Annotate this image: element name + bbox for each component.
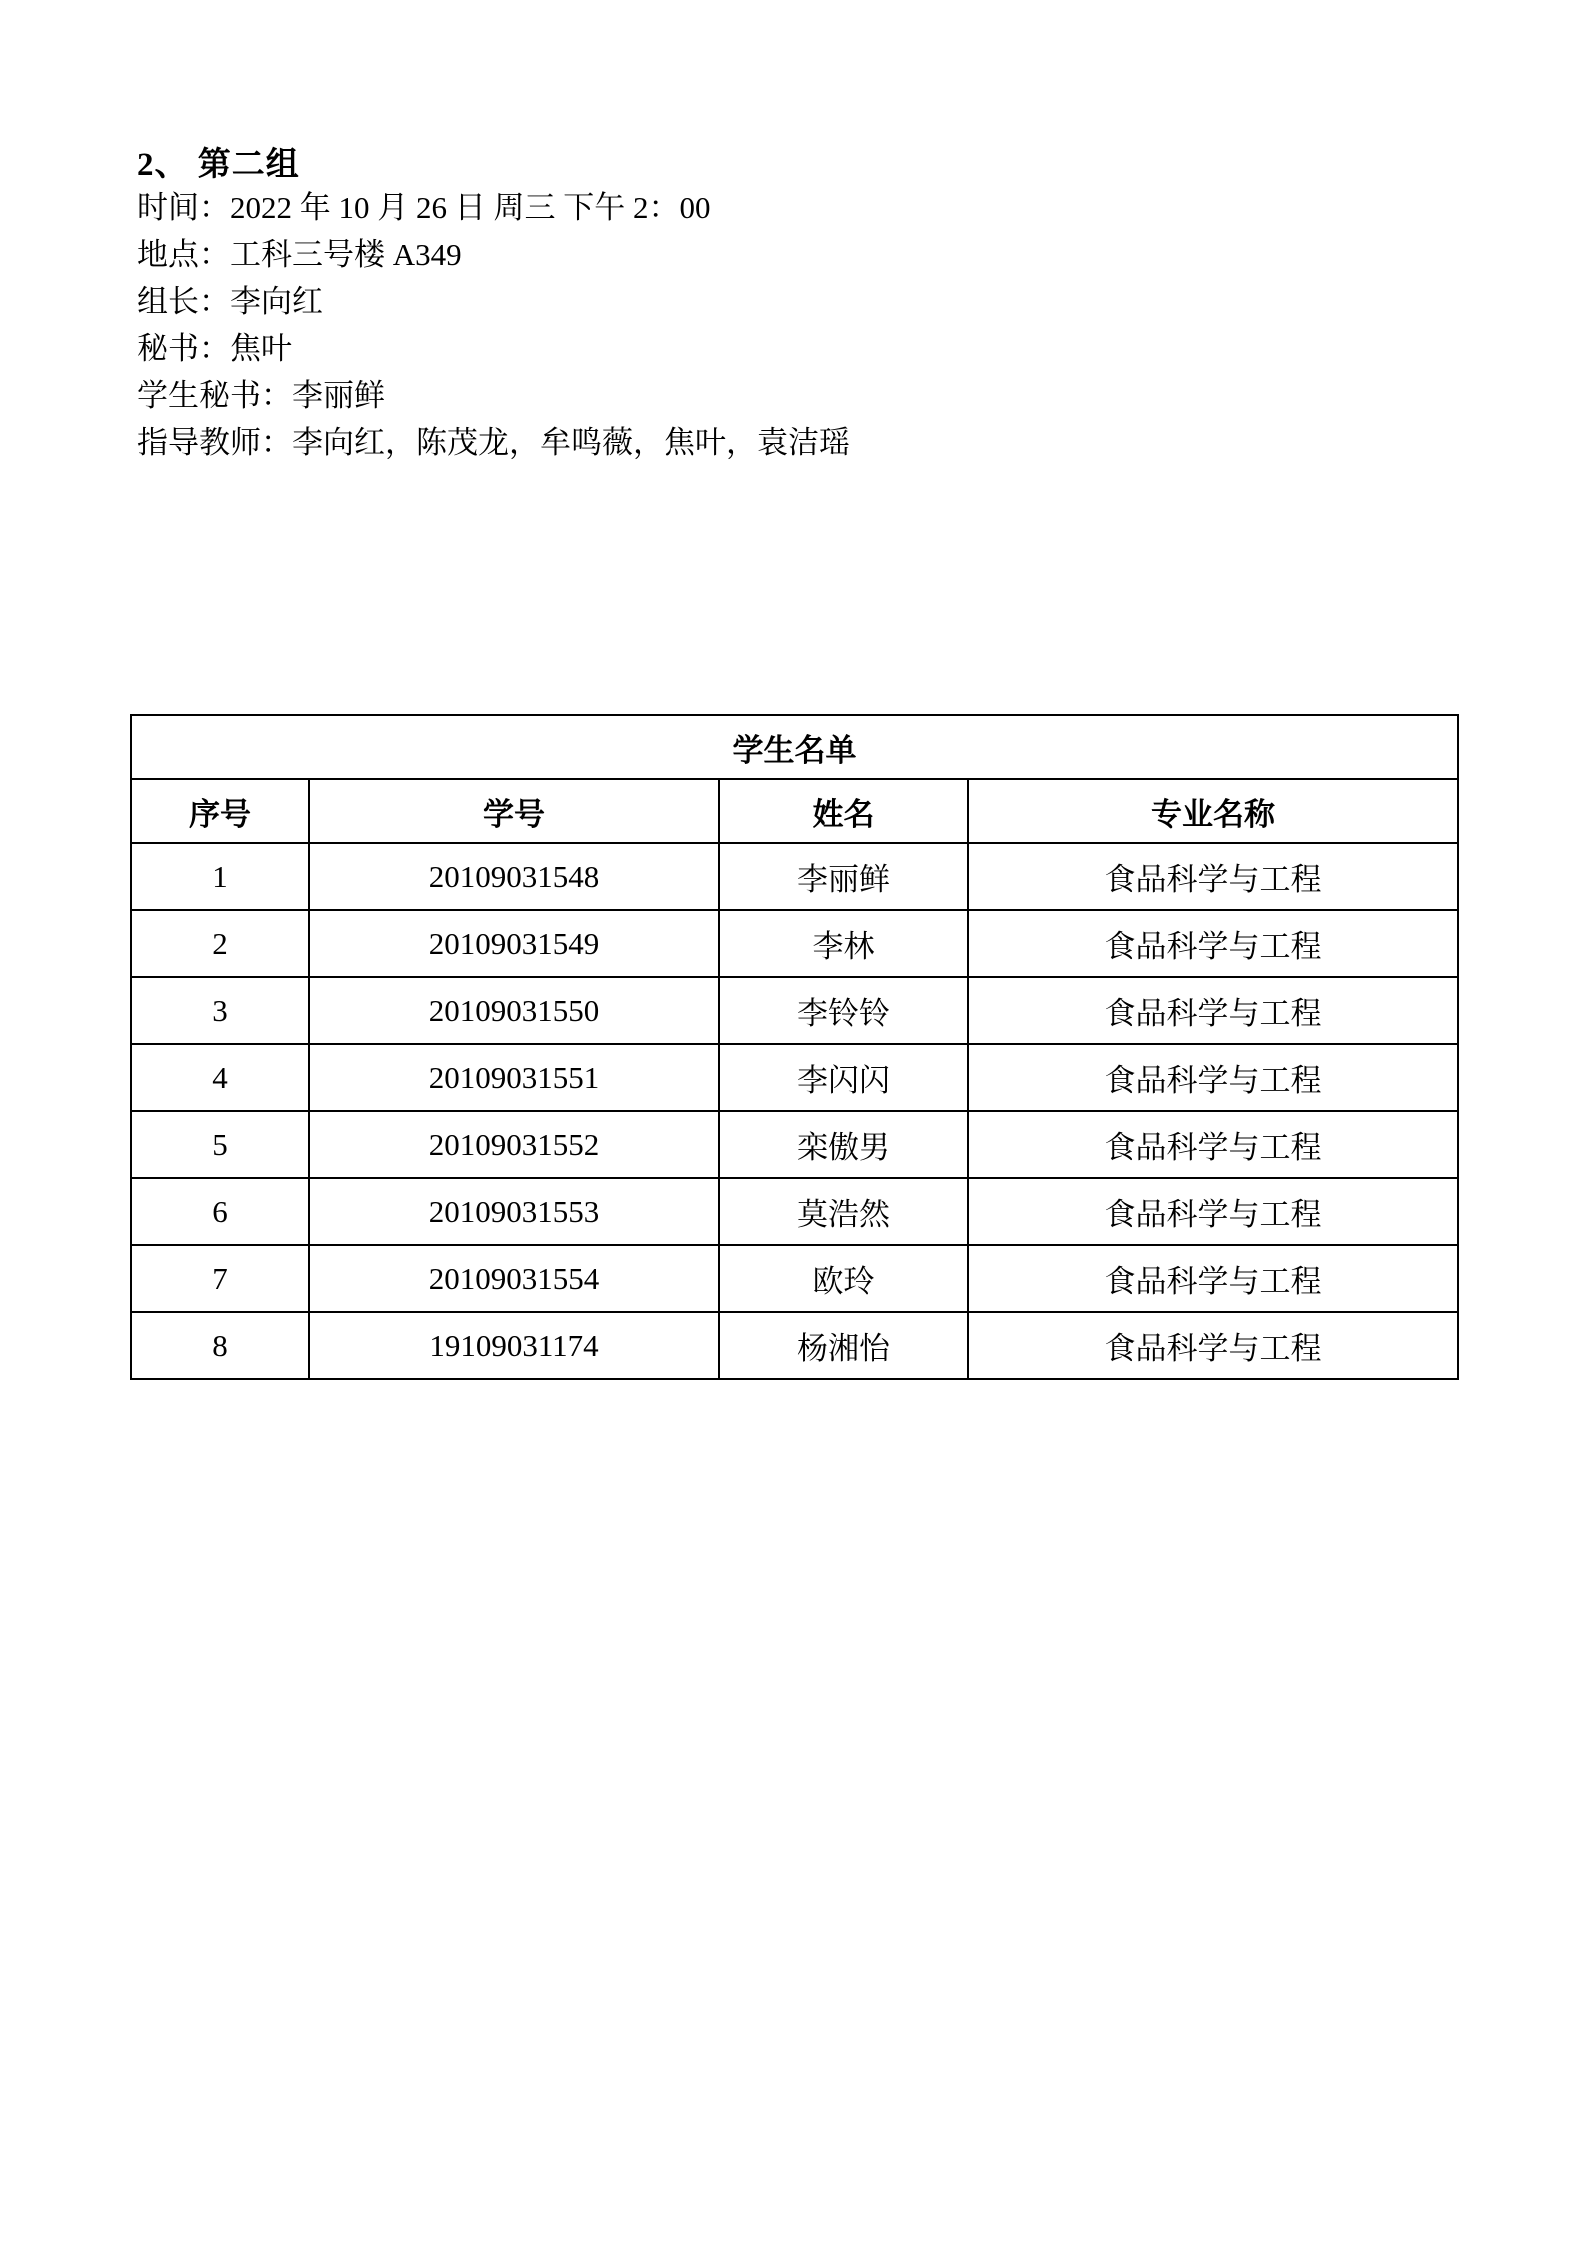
cell-major: 食品科学与工程 — [968, 843, 1458, 910]
cell-major: 食品科学与工程 — [968, 1245, 1458, 1312]
cell-major: 食品科学与工程 — [968, 1044, 1458, 1111]
cell-index: 2 — [131, 910, 309, 977]
info-line-location: 地点：工科三号楼 A349 — [137, 237, 462, 272]
cell-name: 李铃铃 — [719, 977, 968, 1044]
cell-index: 7 — [131, 1245, 309, 1312]
cell-student-id: 20109031549 — [309, 910, 719, 977]
cell-student-id: 20109031548 — [309, 843, 719, 910]
cell-student-id: 20109031553 — [309, 1178, 719, 1245]
cell-index: 4 — [131, 1044, 309, 1111]
cell-major: 食品科学与工程 — [968, 977, 1458, 1044]
table-row — [131, 1312, 1458, 1379]
cell-name: 欧玲 — [719, 1245, 968, 1312]
info-line-time: 时间：2022 年 10 月 26 日 周三 下午 2：00 — [137, 190, 711, 225]
info-line-group-leader: 组长：李向红 — [137, 284, 323, 319]
cell-name: 莫浩然 — [719, 1178, 968, 1245]
cell-name: 杨湘怡 — [719, 1312, 968, 1379]
cell-name: 李林 — [719, 910, 968, 977]
cell-name: 栾傲男 — [719, 1111, 968, 1178]
table-row — [131, 1245, 1458, 1312]
cell-student-id: 20109031554 — [309, 1245, 719, 1312]
cell-index: 8 — [131, 1312, 309, 1379]
table-row — [131, 843, 1458, 910]
table-header-row — [131, 779, 1458, 843]
cell-student-id: 20109031550 — [309, 977, 719, 1044]
table-title-row — [131, 715, 1458, 779]
cell-name: 李丽鲜 — [719, 843, 968, 910]
section-title: 2、 第二组 — [137, 147, 300, 183]
table-title: 学生名单 — [131, 715, 1458, 779]
cell-major: 食品科学与工程 — [968, 1312, 1458, 1379]
info-line-secretary: 秘书：焦叶 — [137, 331, 292, 366]
table-row — [131, 1111, 1458, 1178]
table-row — [131, 1178, 1458, 1245]
cell-name: 李闪闪 — [719, 1044, 968, 1111]
table-row — [131, 910, 1458, 977]
cell-student-id: 20109031552 — [309, 1111, 719, 1178]
table-row — [131, 1044, 1458, 1111]
info-line-advisors: 指导教师：李向红，陈茂龙，牟鸣薇，焦叶，袁洁瑶 — [137, 425, 850, 460]
cell-student-id: 20109031551 — [309, 1044, 719, 1111]
cell-major: 食品科学与工程 — [968, 1111, 1458, 1178]
meeting-info — [137, 184, 850, 466]
header-major: 专业名称 — [968, 779, 1458, 843]
cell-index: 5 — [131, 1111, 309, 1178]
table-row — [131, 977, 1458, 1044]
header-index: 序号 — [131, 779, 309, 843]
cell-major: 食品科学与工程 — [968, 910, 1458, 977]
cell-major: 食品科学与工程 — [968, 1178, 1458, 1245]
info-line-student-secretary: 学生秘书：李丽鲜 — [137, 378, 385, 413]
cell-index: 3 — [131, 977, 309, 1044]
cell-index: 6 — [131, 1178, 309, 1245]
header-name: 姓名 — [719, 779, 968, 843]
student-list-table — [130, 714, 1459, 1380]
header-student-id: 学号 — [309, 779, 719, 843]
cell-index: 1 — [131, 843, 309, 910]
cell-student-id: 19109031174 — [309, 1312, 719, 1379]
